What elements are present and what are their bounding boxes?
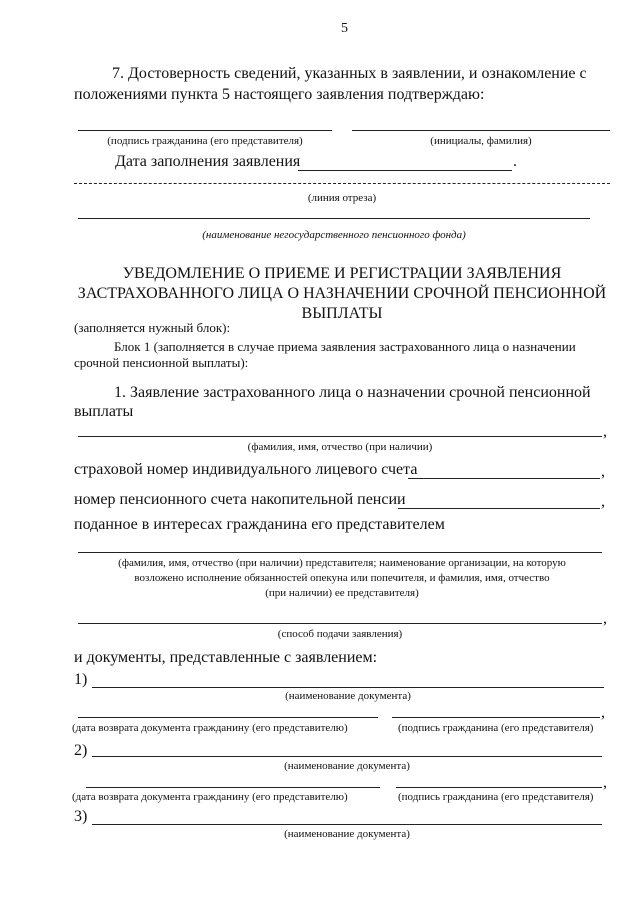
block1-line2: срочной пенсионной выплаты): [74,355,249,370]
page-number: 5 [341,21,348,36]
snils-field[interactable] [408,478,600,479]
doc1-return-date-field[interactable] [78,717,378,718]
signature-line[interactable] [78,130,332,131]
fund-caption: (наименование негосударственного пенсионного фонда) [202,229,466,241]
representative-field[interactable] [78,552,602,553]
doc1-comma: , [601,704,605,721]
documents-label: и документы, представленные с заявлением: [74,649,378,666]
doc1-signature-field[interactable] [392,717,600,718]
date-label: Дата заполнения заявления [115,153,301,170]
fio-comma: , [603,423,607,440]
cut-line [74,183,610,184]
method-caption: (способ подачи заявления) [277,628,403,640]
section7-text-line2: положениями пункта 5 настоящего заявления подтверждаю: [74,86,485,103]
section7-text-line1 [112,64,608,84]
item1-line1: 1. Заявление застрахованного лица о назначении срочной пенсионной [114,384,591,401]
fio-field[interactable] [78,436,602,437]
account-comma: , [601,493,605,510]
account-field[interactable] [398,508,600,509]
doc2-signature-field[interactable] [396,787,602,788]
doc2-comma: , [603,774,607,791]
snils-label: страховой номер индивидуального лицевого счета [74,461,418,478]
method-field[interactable] [78,623,602,624]
doc2-name-caption: (наименование документа) [284,760,410,772]
item1-line2: выплаты [74,403,134,420]
signature-caption: (подпись гражданина (его представителя) [107,135,303,147]
doc2-signature-caption: (подпись гражданина (его представителя) [398,791,594,803]
doc2-number: 2) [74,742,88,759]
doc3-name-field[interactable] [92,824,602,825]
doc3-name-caption: (наименование документа) [284,828,410,840]
representative-label: поданное в интересах гражданина его представителем [74,516,445,533]
fill-note: (заполняется нужный блок): [74,320,231,335]
doc1-return-caption: (дата возврата документа гражданину (его представителю) [72,722,348,734]
rep-caption-line2: возложено исполнение обязанностей опекуна или попечителя, и фамилия, имя, отчество [134,572,550,584]
fund-name-line[interactable] [78,218,590,219]
date-field[interactable] [298,170,512,171]
notice-title-line2: ЗАСТРАХОВАННОГО ЛИЦА О НАЗНАЧЕНИИ СРОЧНОЙ ПЕНСИОННОЙ [77,285,607,302]
method-comma: , [603,610,607,627]
account-label: номер пенсионного счета накопительной пенсии [74,491,406,508]
rep-caption-line1: (фамилия, имя, отчество (при наличии) представителя; наименование организации, на которую [118,557,566,569]
notice-title-line3: ВЫПЛАТЫ [301,305,383,322]
notice-title-line1: УВЕДОМЛЕНИЕ О ПРИЕМЕ И РЕГИСТРАЦИИ ЗАЯВЛЕНИЯ [122,265,562,282]
doc1-name-field[interactable] [92,687,604,688]
block1-line1: Блок 1 (заполняется в случае приема заявления застрахованного лица о назначении [114,339,576,354]
doc3-number: 3) [74,808,88,825]
date-end: . [513,153,517,170]
doc1-name-caption: (наименование документа) [285,690,411,702]
rep-caption-line3: (при наличии) ее представителя) [265,587,419,599]
fio-caption: (фамилия, имя, отчество (при наличии) [247,441,433,453]
doc2-return-caption: (дата возврата документа гражданину (его представителю) [72,791,348,803]
section7-line1: 7. Достоверность сведений, указанных в заявлении, и ознакомление с [112,65,587,82]
initials-line[interactable] [352,130,610,131]
initials-caption: (инициалы, фамилия) [430,135,532,147]
cut-line-caption: (линия отреза) [307,192,377,204]
doc2-return-date-field[interactable] [86,787,380,788]
doc2-name-field[interactable] [92,756,602,757]
doc1-signature-caption: (подпись гражданина (его представителя) [398,722,594,734]
doc1-number: 1) [74,671,88,688]
snils-comma: , [601,463,605,480]
